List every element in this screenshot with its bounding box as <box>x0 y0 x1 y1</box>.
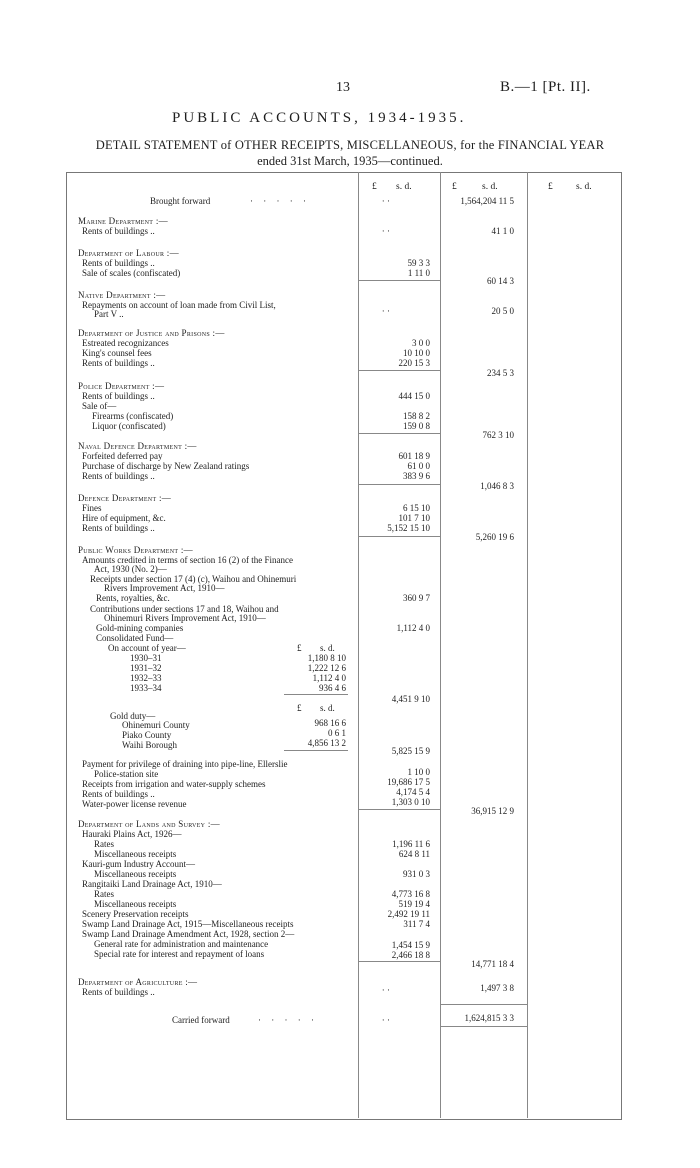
police-rents: Rents of buildings .. <box>82 391 155 401</box>
pw-gold-label: Ohinemuri County <box>122 720 190 730</box>
rule <box>440 1004 527 1005</box>
pw-gold-label: Piako County <box>122 730 172 740</box>
justice-kings-val: 10 10 0 <box>403 348 430 358</box>
naval-rents: Rents of buildings .. <box>82 471 155 481</box>
pw-royalties: Rents, royalties, &c. <box>96 593 170 603</box>
page-number: 13 <box>336 80 350 95</box>
lands-scenery: Scenery Preservation receipts <box>82 909 189 919</box>
brought-forward-c1: · · <box>381 196 390 206</box>
pw-year-val: 936 4 6 <box>319 683 346 693</box>
pw-year-label: 1931–32 <box>130 663 162 673</box>
defence-rents: Rents of buildings .. <box>82 523 155 533</box>
police-sale: Sale of— <box>82 401 117 411</box>
pw-year-val: 1,180 8 10 <box>307 653 346 663</box>
statement-subtitle: ended 31st March, 1935—continued. <box>257 154 443 168</box>
pw-gold-total: 5,825 15 9 <box>391 746 430 756</box>
lands-total: 14,771 18 4 <box>471 959 514 969</box>
defence-fines-val: 6 15 10 <box>403 503 430 513</box>
pw-receipts-line1: Receipts under section 17 (4) (c), Waihou and Ohinemuri <box>90 574 297 584</box>
pw-year-label: 1933–34 <box>130 683 162 693</box>
lands-special-val: 2,466 18 8 <box>391 950 430 960</box>
column-divider <box>527 172 528 1118</box>
native-c1: · · <box>381 306 390 316</box>
lands-swamp-val: 311 7 4 <box>403 919 430 929</box>
col1-sd-header: s. d. <box>396 182 412 192</box>
justice-estreated-val: 3 0 0 <box>412 338 430 348</box>
native-line1: Repayments on account of loan made from Civil List, <box>82 300 276 310</box>
pw-gold-val: 4,856 13 2 <box>307 738 346 748</box>
marine-heading: Marine Department :— <box>78 216 168 226</box>
labour-scales: Sale of scales (confiscated) <box>82 268 181 278</box>
pw-years-total: 4,451 9 10 <box>391 694 430 704</box>
brought-forward-label: Brought forward <box>150 196 211 206</box>
justice-estreated: Estreated recognizances <box>82 338 169 348</box>
defence-rents-val: 5,152 15 10 <box>387 523 430 533</box>
naval-rents-val: 383 9 6 <box>403 471 430 481</box>
pw-consolidated: Consolidated Fund— <box>96 633 174 643</box>
rule <box>358 809 440 810</box>
police-heading: Police Department :— <box>78 381 165 391</box>
police-liquor-val: 159 0 8 <box>403 421 430 431</box>
lands-general-val: 1,454 15 9 <box>391 940 430 950</box>
lands-heading: Department of Lands and Survey :— <box>78 819 220 829</box>
agriculture-heading: Department of Agriculture :— <box>78 977 198 987</box>
pw-contrib-line2: Ohinemuri Rivers Improvement Act, 1910— <box>104 613 266 623</box>
pw-goldmining-val: 1,112 4 0 <box>396 623 430 633</box>
pw-rents: Rents of buildings .. <box>82 789 155 799</box>
rule <box>440 1026 527 1027</box>
pw-gold-pound-header: £ <box>297 703 302 713</box>
marine-rents: Rents of buildings .. <box>82 226 155 236</box>
lands-r-misc-val: 519 19 4 <box>398 899 430 909</box>
naval-forfeited-val: 601 18 9 <box>398 451 430 461</box>
pw-year-label: 1930–31 <box>130 653 162 663</box>
naval-heading: Naval Defence Department :— <box>78 441 197 451</box>
pw-waterpower: Water-power license revenue <box>82 799 187 809</box>
police-rents-val: 444 15 0 <box>398 391 430 401</box>
pw-rents-val: 4,174 5 4 <box>396 787 430 797</box>
lands-rates: Rates <box>94 839 114 849</box>
pw-gold-sd-header: s. d. <box>320 703 335 713</box>
defence-fines: Fines <box>82 503 102 513</box>
rule <box>358 961 440 962</box>
lands-rates-val: 1,196 11 6 <box>392 839 430 849</box>
pw-gold-duty: Gold duty— <box>110 711 156 721</box>
naval-discharge-val: 61 0 0 <box>407 461 430 471</box>
defence-hire-val: 101 7 10 <box>398 513 430 523</box>
naval-total: 1,046 8 3 <box>480 481 514 491</box>
labour-scales-val: 1 11 0 <box>407 268 430 278</box>
public-works-heading: Public Works Department :— <box>78 545 193 555</box>
defence-heading: Defence Department :— <box>78 493 172 503</box>
pw-amounts-line1: Amounts credited in terms of section 16 (2) of the Finance <box>82 555 293 565</box>
carried-forward-c1: · · <box>381 1015 390 1025</box>
police-firearms-val: 158 8 2 <box>403 411 430 421</box>
lands-hauraki: Hauraki Plains Act, 1926— <box>82 829 182 839</box>
agriculture-c1: · · <box>381 985 390 995</box>
carried-forward-label: Carried forward <box>172 1015 230 1025</box>
justice-total: 234 5 3 <box>487 368 514 378</box>
police-total: 762 3 10 <box>482 430 514 440</box>
rule <box>358 370 440 371</box>
pw-gold-val: 968 16 6 <box>314 718 346 728</box>
page-title: PUBLIC ACCOUNTS, 1934-1935. <box>172 110 467 126</box>
labour-total: 60 14 3 <box>487 276 514 286</box>
pw-receipts-line2: Rivers Improvement Act, 1910— <box>104 583 225 593</box>
marine-c1: · · <box>381 226 390 236</box>
rule <box>284 750 348 751</box>
pw-total: 36,915 12 9 <box>471 806 514 816</box>
lands-r-rates-val: 4,773 16 8 <box>391 889 430 899</box>
lands-swamp-amend: Swamp Land Drainage Amendment Act, 1928, section 2— <box>82 929 295 939</box>
pw-contrib-line1: Contributions under sections 17 and 18, Waihou and <box>90 604 279 614</box>
rule <box>284 694 348 695</box>
police-firearms: Firearms (confiscated) <box>92 411 174 421</box>
rule <box>358 433 440 434</box>
statement-title: DETAIL STATEMENT of OTHER RECEIPTS, MISCELLANEOUS, for the FINANCIAL YEAR <box>95 138 605 152</box>
pw-payment-line2: Police-station site <box>94 769 159 779</box>
pw-irrigation: Receipts from irrigation and water-supply schemes <box>82 779 266 789</box>
carried-forward-amount: 1,624,815 3 3 <box>464 1013 514 1023</box>
justice-rents-val: 220 15 3 <box>398 358 430 368</box>
pw-irrigation-val: 19,686 17 5 <box>387 777 430 787</box>
rule <box>358 484 440 485</box>
lands-swamp: Swamp Land Drainage Act, 1915—Miscellaneous receipts <box>82 919 294 929</box>
marine-total: 41 1 0 <box>491 226 514 236</box>
naval-discharge: Purchase of discharge by New Zealand ratings <box>82 461 250 471</box>
document-reference: B.—1 [Pt. II]. <box>500 79 591 95</box>
labour-rents-val: 59 3 3 <box>407 258 430 268</box>
police-liquor: Liquor (confiscated) <box>92 421 166 431</box>
pw-payment-val: 1 10 0 <box>407 767 430 777</box>
defence-hire: Hire of equipment, &c. <box>82 513 166 523</box>
lands-general: General rate for administration and maintenance <box>94 939 269 949</box>
pw-amounts-line2: Act, 1930 (No. 2)— <box>94 564 167 574</box>
justice-rents: Rents of buildings .. <box>82 358 155 368</box>
lands-kauri: Kauri-gum Industry Account— <box>82 859 195 869</box>
pw-year-val: 1,222 12 6 <box>307 663 346 673</box>
column-divider <box>358 172 359 1118</box>
native-line2: Part V .. <box>94 309 124 319</box>
lands-kauri-misc: Miscellaneous receipts <box>94 869 177 879</box>
pw-gold-val: 0 6 1 <box>328 728 346 738</box>
lands-misc-val: 624 8 11 <box>398 849 430 859</box>
col3-pound-header: £ <box>548 182 553 192</box>
col3-sd-header: s. d. <box>576 182 592 192</box>
pw-goldmining: Gold-mining companies <box>96 623 184 633</box>
pw-royalties-val: 360 9 7 <box>403 593 430 603</box>
pw-year-label: 1932–33 <box>130 673 162 683</box>
rule <box>358 536 440 537</box>
pw-payment-line1: Payment for privilege of draining into pipe-line, Ellerslie <box>82 759 288 769</box>
leader-dots: · · · · · <box>250 196 310 206</box>
defence-total: 5,260 19 6 <box>475 532 514 542</box>
labour-rents: Rents of buildings .. <box>82 258 155 268</box>
column-divider <box>440 172 441 1118</box>
col2-sd-header: s. d. <box>482 182 498 192</box>
lands-special: Special rate for interest and repayment of loans <box>94 949 265 959</box>
lands-scenery-val: 2,492 19 11 <box>387 909 430 919</box>
lands-r-rates: Rates <box>94 889 114 899</box>
pw-on-account: On account of year— <box>108 643 186 653</box>
lands-kauri-misc-val: 931 0 3 <box>403 869 430 879</box>
justice-heading: Department of Justice and Prisons :— <box>78 328 225 338</box>
pw-years-sd-header: s. d. <box>320 643 335 653</box>
lands-misc: Miscellaneous receipts <box>94 849 177 859</box>
leader-dots: · · · · · <box>258 1015 318 1025</box>
col1-pound-header: £ <box>372 182 377 192</box>
brought-forward-amount: 1,564,204 11 5 <box>460 196 514 206</box>
native-heading: Native Department :— <box>78 290 166 300</box>
pw-waterpower-val: 1,303 0 10 <box>391 797 430 807</box>
rule <box>358 280 440 281</box>
lands-r-misc: Miscellaneous receipts <box>94 899 177 909</box>
pw-years-pound-header: £ <box>297 643 302 653</box>
pw-gold-label: Waihi Borough <box>122 740 178 750</box>
lands-rangitaiki: Rangitaiki Land Drainage Act, 1910— <box>82 879 222 889</box>
pw-year-val: 1,112 4 0 <box>312 673 346 683</box>
justice-kings: King's counsel fees <box>82 348 152 358</box>
naval-forfeited: Forfeited deferred pay <box>82 451 163 461</box>
agriculture-rents: Rents of buildings .. <box>82 987 155 997</box>
col2-pound-header: £ <box>452 182 457 192</box>
agriculture-total: 1,497 3 8 <box>480 983 514 993</box>
labour-heading: Department of Labour :— <box>78 248 179 258</box>
native-total: 20 5 0 <box>491 306 514 316</box>
